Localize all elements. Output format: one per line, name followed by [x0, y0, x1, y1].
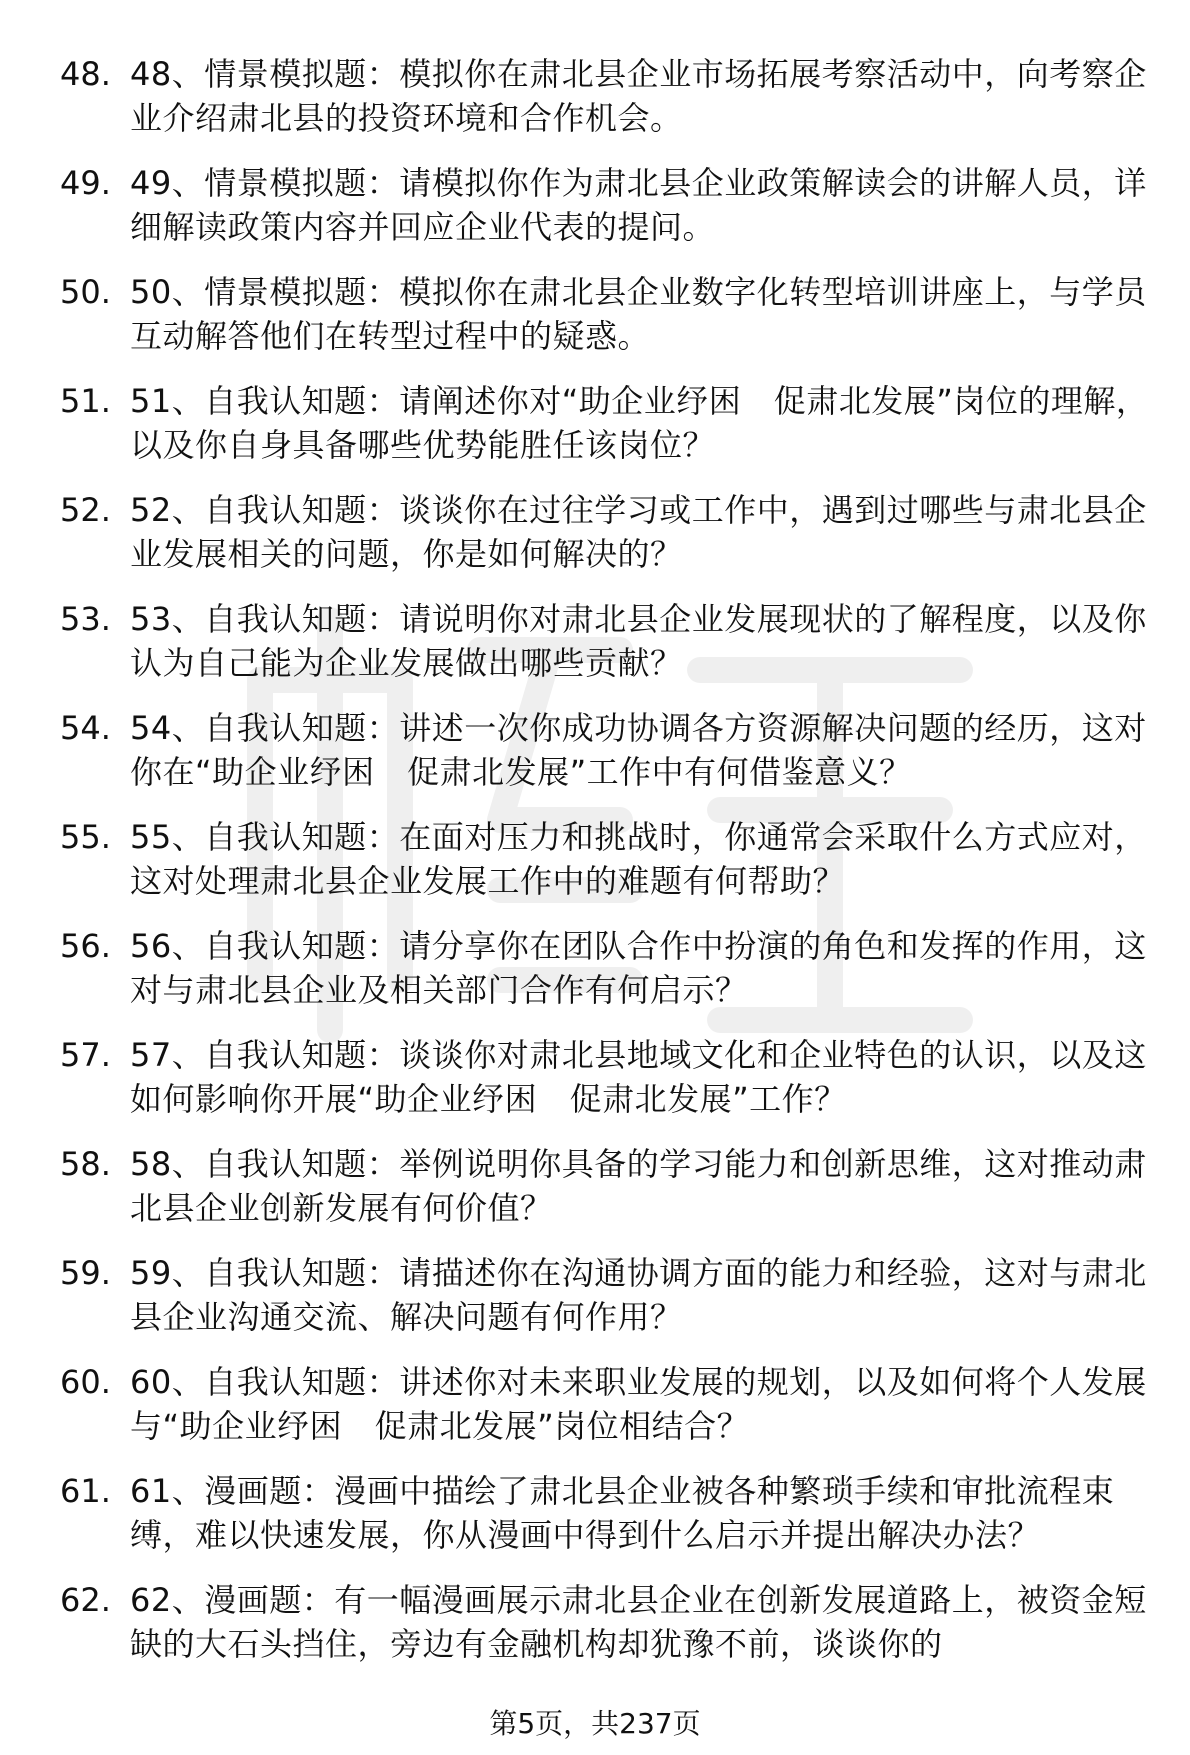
- question-text: 52、自我认知题：谈谈你在过往学习或工作中，遇到过哪些与肃北县企业发展相关的问题，你是如何解决的？: [130, 491, 1147, 573]
- question-number: 48.: [60, 55, 111, 93]
- question-item: [60, 597, 1150, 685]
- question-item: [60, 1360, 1150, 1448]
- question-list: [60, 52, 1150, 1687]
- question-text: 55、自我认知题：在面对压力和挑战时，你通常会采取什么方式应对，这对处理肃北县企业发展工作中的难题有何帮助？: [130, 818, 1147, 900]
- question-item: [60, 488, 1150, 576]
- question-number: 49.: [60, 164, 111, 202]
- question-number: 59.: [60, 1254, 111, 1292]
- question-item: [60, 52, 1150, 140]
- question-number: 50.: [60, 273, 111, 311]
- question-text: 50、情景模拟题：模拟你在肃北县企业数字化转型培训讲座上，与学员互动解答他们在转型过程中的疑惑。: [130, 273, 1147, 355]
- question-item: [60, 1469, 1150, 1557]
- question-text: 62、漫画题：有一幅漫画展示肃北县企业在创新发展道路上，被资金短缺的大石头挡住，旁边有金融机构却犹豫不前，谈谈你的: [130, 1581, 1147, 1663]
- question-number: 53.: [60, 600, 111, 638]
- question-text: 60、自我认知题：讲述你对未来职业发展的规划，以及如何将个人发展与“助企业纾困 促肃北发展”岗位相结合？: [130, 1363, 1147, 1445]
- question-text: 57、自我认知题：谈谈你对肃北县地域文化和企业特色的认识，以及这如何影响你开展“助企业纾困 促肃北发展”工作？: [130, 1036, 1147, 1118]
- question-text: 59、自我认知题：请描述你在沟通协调方面的能力和经验，这对与肃北县企业沟通交流、解决问题有何作用？: [130, 1254, 1147, 1336]
- question-item: [60, 924, 1150, 1012]
- question-number: 57.: [60, 1036, 111, 1074]
- question-text: 48、情景模拟题：模拟你在肃北县企业市场拓展考察活动中，向考察企业介绍肃北县的投资环境和合作机会。: [130, 55, 1147, 137]
- question-number: 56.: [60, 927, 111, 965]
- question-number: 51.: [60, 382, 111, 420]
- question-text: 53、自我认知题：请说明你对肃北县企业发展现状的了解程度，以及你认为自己能为企业发展做出哪些贡献？: [130, 600, 1147, 682]
- question-text: 61、漫画题：漫画中描绘了肃北县企业被各种繁琐手续和审批流程束缚，难以快速发展，你从漫画中得到什么启示并提出解决办法？: [130, 1472, 1115, 1554]
- question-number: 55.: [60, 818, 111, 856]
- question-number: 60.: [60, 1363, 111, 1401]
- question-item: [60, 1033, 1150, 1121]
- question-text: 49、情景模拟题：请模拟你作为肃北县企业政策解读会的讲解人员，详细解读政策内容并回应企业代表的提问。: [130, 164, 1147, 246]
- question-item: [60, 379, 1150, 467]
- question-item: [60, 1142, 1150, 1230]
- question-item: [60, 706, 1150, 794]
- question-item: [60, 815, 1150, 903]
- question-item: [60, 1578, 1150, 1666]
- page-footer: 第5页，共237页: [489, 1707, 701, 1740]
- question-text: 51、自我认知题：请阐述你对“助企业纾困 促肃北发展”岗位的理解，以及你自身具备哪些优势能胜任该岗位？: [130, 382, 1149, 464]
- question-number: 61.: [60, 1472, 111, 1510]
- question-item: [60, 1251, 1150, 1339]
- question-text: 58、自我认知题：举例说明你具备的学习能力和创新思维，这对推动肃北县企业创新发展有何价值？: [130, 1145, 1147, 1227]
- question-number: 52.: [60, 491, 111, 529]
- question-item: [60, 161, 1150, 249]
- question-number: 58.: [60, 1145, 111, 1183]
- question-item: [60, 270, 1150, 358]
- question-number: 62.: [60, 1581, 111, 1619]
- question-text: 54、自我认知题：讲述一次你成功协调各方资源解决问题的经历，这对你在“助企业纾困 促肃北发展”工作中有何借鉴意义？: [130, 709, 1147, 791]
- question-number: 54.: [60, 709, 111, 747]
- question-text: 56、自我认知题：请分享你在团队合作中扮演的角色和发挥的作用，这对与肃北县企业及相关部门合作有何启示？: [130, 927, 1147, 1009]
